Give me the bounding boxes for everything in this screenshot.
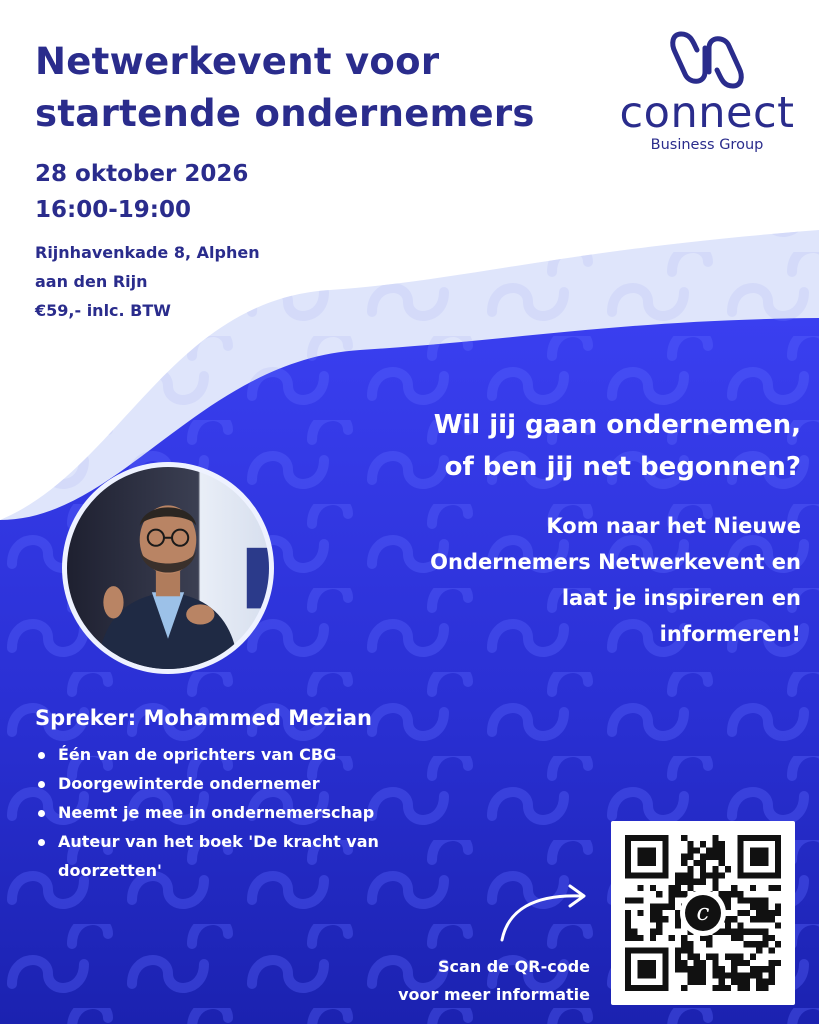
speaker-heading: Spreker: Mohammed Mezian bbox=[35, 706, 372, 730]
event-time: 16:00-19:00 bbox=[35, 197, 191, 223]
brand-logo bbox=[612, 30, 802, 160]
qr-badge bbox=[680, 890, 726, 936]
event-date-time bbox=[35, 156, 248, 228]
speaker-portrait bbox=[67, 467, 269, 669]
address-line-2: aan den Rijn bbox=[35, 272, 148, 291]
invite-line: Ondernemers Netwerkevent en bbox=[430, 550, 801, 574]
speaker-bullet: Neemt je mee in ondernemerschap bbox=[35, 798, 475, 827]
brand-name: connect bbox=[619, 88, 795, 138]
speaker-bullet: Doorgewinterde ondernemer bbox=[35, 769, 475, 798]
invite-line: Kom naar het Nieuwe bbox=[546, 514, 801, 538]
event-venue bbox=[35, 238, 260, 325]
event-title-line-1: Netwerkevent voor bbox=[35, 40, 440, 83]
qr-code[interactable] bbox=[611, 821, 795, 1005]
invite-line: informeren! bbox=[659, 622, 801, 646]
cta-line-2: voor meer informatie bbox=[398, 985, 590, 1004]
brand-subtitle: Business Group bbox=[650, 137, 764, 153]
event-title-line-2: startende ondernemers bbox=[35, 92, 535, 135]
pitch-question bbox=[434, 404, 801, 488]
qr-call-to-action bbox=[330, 953, 590, 1009]
cta-line-1: Scan de QR-code bbox=[438, 957, 590, 976]
speaker-bullet: Één van de oprichters van CBG bbox=[35, 740, 475, 769]
speaker-photo bbox=[62, 462, 274, 674]
pitch-question-line-2: of ben jij net begonnen? bbox=[444, 452, 801, 482]
double-loop-logo-icon bbox=[667, 30, 747, 90]
pitch-invite bbox=[430, 508, 801, 652]
address-line-1: Rijnhavenkade 8, Alphen bbox=[35, 243, 260, 262]
qr-badge-letter: c bbox=[685, 895, 721, 931]
invite-line: laat je inspireren en bbox=[561, 586, 801, 610]
curved-arrow-icon bbox=[494, 880, 594, 950]
pitch-question-line-1: Wil jij gaan ondernemen, bbox=[433, 410, 801, 440]
event-date: 28 oktober 2026 bbox=[35, 161, 249, 187]
ticket-price: €59,- inlc. BTW bbox=[35, 301, 171, 320]
speaker-bullet-list bbox=[35, 740, 475, 885]
speaker-bullet: Auteur van het boek 'De kracht van doorzetten' bbox=[35, 827, 475, 885]
event-title bbox=[35, 36, 535, 140]
